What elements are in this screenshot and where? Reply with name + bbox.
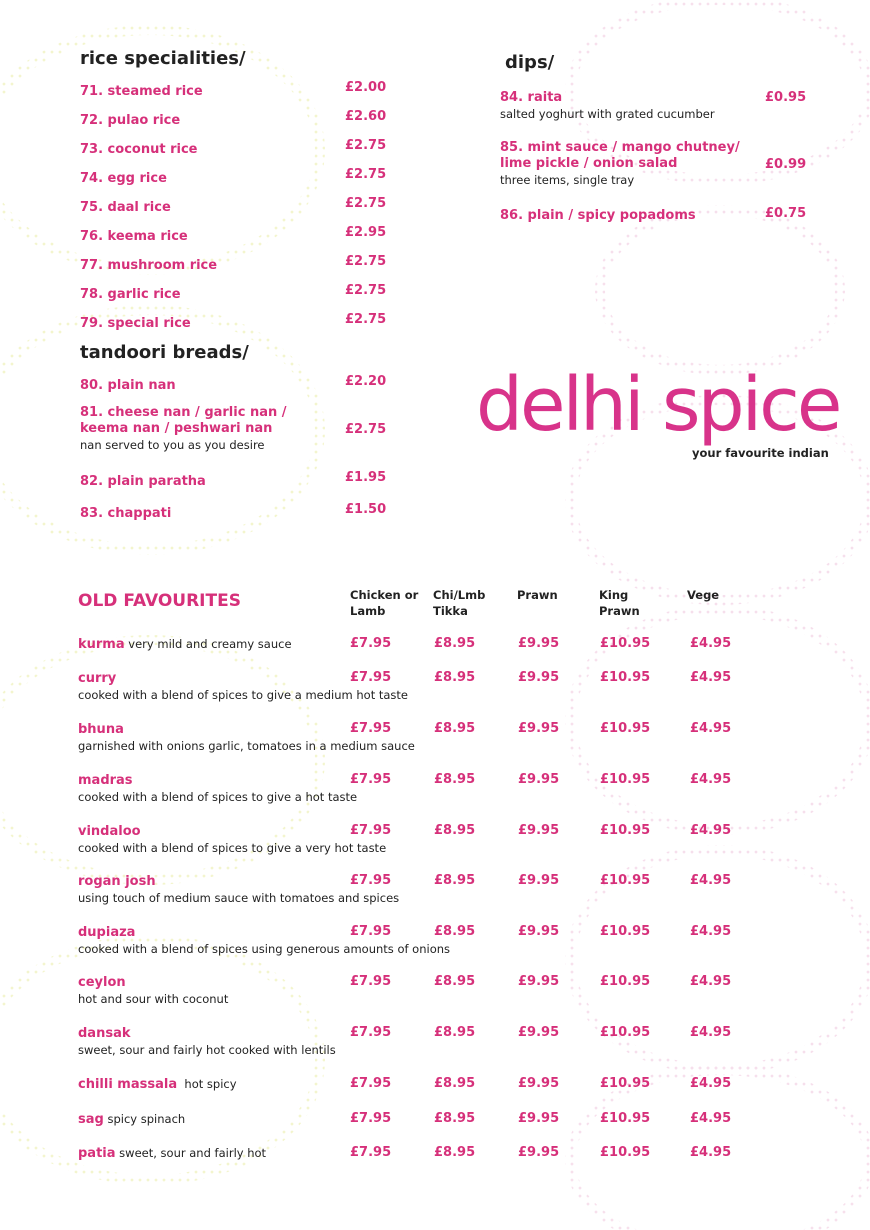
dish-name: dansak	[78, 1026, 131, 1041]
dish-price: £10.95	[600, 721, 651, 736]
dish-price: £9.95	[518, 721, 560, 736]
dish-price: £9.95	[518, 1025, 560, 1040]
dish-price: £8.95	[434, 974, 476, 989]
dish-price: £4.95	[690, 1025, 732, 1040]
column-header-line: King	[599, 588, 629, 602]
dish-price: £7.95	[350, 670, 392, 685]
item-name: 74. egg rice	[80, 171, 167, 186]
dish-price: £8.95	[434, 636, 476, 651]
dish-price: £8.95	[434, 924, 476, 939]
dish-price: £7.95	[350, 1076, 392, 1091]
item-price: £2.75	[345, 196, 387, 211]
column-header-line: Tikka	[433, 604, 468, 618]
dish-price: £7.95	[350, 772, 392, 787]
dish-inline-description: spicy spinach	[103, 1112, 186, 1126]
dish-price: £4.95	[690, 670, 732, 685]
dish-price: £8.95	[434, 772, 476, 787]
favourite-row	[78, 771, 357, 805]
favourite-row-title-line	[78, 771, 357, 789]
dish-price: £4.95	[690, 924, 732, 939]
dish-inline-description: hot spicy	[177, 1077, 237, 1091]
dish-price: £10.95	[600, 823, 651, 838]
dish-description: using touch of medium sauce with tomatoes and spices	[78, 891, 400, 905]
item-price: £2.20	[345, 374, 387, 389]
favourite-row	[78, 923, 450, 957]
item-price: £2.00	[345, 80, 387, 95]
dish-price: £8.95	[434, 1076, 476, 1091]
item-price: £2.75	[345, 312, 387, 327]
rice-section-title: rice specialities/	[80, 48, 246, 69]
dish-description: cooked with a blend of spices to give a medium hot taste	[78, 688, 408, 702]
favourite-row-title-line	[78, 1024, 336, 1042]
column-header-line: Prawn	[599, 604, 640, 618]
favourite-row	[78, 1075, 237, 1093]
item-price: £2.75	[345, 167, 387, 182]
restaurant-logo: delhi spice	[476, 362, 840, 448]
dish-price: £8.95	[434, 670, 476, 685]
dish-price: £8.95	[434, 1145, 476, 1160]
item-price: £0.95	[765, 90, 807, 105]
dish-inline-description: sweet, sour and fairly hot	[115, 1146, 267, 1160]
column-header-line: Chicken or	[350, 588, 419, 602]
item-description: nan served to you as you desire	[80, 438, 265, 452]
dish-price: £7.95	[350, 974, 392, 989]
favourite-row-title-line	[78, 923, 450, 941]
dish-price: £7.95	[350, 873, 392, 888]
dish-name: chilli massala	[78, 1077, 178, 1092]
dish-description: hot and sour with coconut	[78, 992, 229, 1006]
favourite-row	[78, 973, 228, 1007]
dish-price: £7.95	[350, 1025, 392, 1040]
dish-price: £9.95	[518, 924, 560, 939]
dish-price: £9.95	[518, 1145, 560, 1160]
item-name: 72. pulao rice	[80, 113, 181, 128]
dish-price: £10.95	[600, 1076, 651, 1091]
dish-price: £9.95	[518, 974, 560, 989]
dish-name: vindaloo	[78, 824, 141, 839]
item-name: 79. special rice	[80, 316, 191, 331]
dish-price: £10.95	[600, 1025, 651, 1040]
dish-price: £8.95	[434, 721, 476, 736]
item-price: £1.95	[345, 470, 387, 485]
column-header-line: Chi/Lmb	[433, 588, 486, 602]
favourite-row-title-line	[78, 635, 292, 653]
dish-inline-description: very mild and creamy sauce	[124, 637, 292, 651]
column-header-line: Prawn	[517, 588, 558, 602]
dish-name: madras	[78, 773, 133, 788]
dish-price: £10.95	[600, 670, 651, 685]
dish-price: £10.95	[600, 1145, 651, 1160]
favourite-row-title-line	[78, 822, 386, 840]
dish-price: £10.95	[600, 772, 651, 787]
dish-price: £8.95	[434, 823, 476, 838]
item-name: 73. coconut rice	[80, 142, 198, 157]
dish-name: curry	[78, 671, 117, 686]
dish-price: £4.95	[690, 974, 732, 989]
item-price: £1.50	[345, 502, 387, 517]
item-name: 84. raita	[500, 90, 563, 105]
item-name: 76. keema rice	[80, 229, 188, 244]
dish-name: sag	[78, 1112, 104, 1127]
breads-section-title: tandoori breads/	[80, 342, 249, 363]
item-price: £2.60	[345, 109, 387, 124]
item-name: 83. chappati	[80, 506, 172, 521]
item-price: £0.75	[765, 206, 807, 221]
dish-name: patia	[78, 1146, 116, 1161]
dish-price: £4.95	[690, 873, 732, 888]
dish-description: cooked with a blend of spices to give a hot taste	[78, 790, 358, 804]
item-name: 71. steamed rice	[80, 84, 203, 99]
item-price: £2.75	[345, 283, 387, 298]
dish-name: rogan josh	[78, 874, 156, 889]
item-name-line2: keema nan / peshwari nan	[80, 421, 273, 436]
item-price: £2.75	[345, 422, 387, 437]
dish-description: cooked with a blend of spices to give a very hot taste	[78, 841, 387, 855]
favourites-section-title: OLD FAVOURITES	[78, 591, 241, 611]
item-price: £2.95	[345, 225, 387, 240]
dish-price: £4.95	[690, 1145, 732, 1160]
dish-name: dupiaza	[78, 925, 136, 940]
dish-price: £10.95	[600, 1111, 651, 1126]
item-name: 80. plain nan	[80, 378, 176, 393]
dish-name: ceylon	[78, 975, 126, 990]
favourite-row-title-line	[78, 1075, 237, 1093]
dish-price: £4.95	[690, 636, 732, 651]
item-price: £2.75	[345, 254, 387, 269]
dish-price: £7.95	[350, 636, 392, 651]
column-header-line: Vege	[687, 588, 720, 602]
dish-price: £10.95	[600, 873, 651, 888]
dish-description: garnished with onions garlic, tomatoes in a medium sauce	[78, 739, 415, 753]
dish-price: £7.95	[350, 823, 392, 838]
dish-price: £4.95	[690, 721, 732, 736]
favourite-row	[78, 635, 292, 653]
item-name: 75. daal rice	[80, 200, 171, 215]
item-price: £2.75	[345, 138, 387, 153]
item-name: 77. mushroom rice	[80, 258, 218, 273]
dish-name: bhuna	[78, 722, 124, 737]
dish-price: £10.95	[600, 974, 651, 989]
favourite-row-title-line	[78, 1144, 266, 1162]
dish-price: £7.95	[350, 924, 392, 939]
dish-price: £7.95	[350, 721, 392, 736]
dish-price: £10.95	[600, 636, 651, 651]
dish-price: £9.95	[518, 1111, 560, 1126]
item-description: salted yoghurt with grated cucumber	[500, 107, 715, 121]
column-header-line: Lamb	[350, 604, 386, 618]
item-price: £0.99	[765, 157, 807, 172]
dish-price: £8.95	[434, 1111, 476, 1126]
dish-price: £9.95	[518, 873, 560, 888]
dish-price: £9.95	[518, 1076, 560, 1091]
dish-price: £8.95	[434, 1025, 476, 1040]
dish-price: £10.95	[600, 924, 651, 939]
dish-price: £9.95	[518, 823, 560, 838]
dips-section-title: dips/	[505, 52, 555, 73]
dish-price: £4.95	[690, 772, 732, 787]
favourite-row	[78, 1144, 266, 1162]
item-name: 85. mint sauce / mango chutney/	[500, 140, 740, 155]
dish-price: £7.95	[350, 1145, 392, 1160]
item-name: 86. plain / spicy popadoms	[500, 208, 696, 223]
dish-name: kurma	[78, 637, 125, 652]
dish-price: £4.95	[690, 1076, 732, 1091]
dish-price: £9.95	[518, 772, 560, 787]
favourite-row-title-line	[78, 1110, 185, 1128]
favourite-row	[78, 1110, 185, 1128]
item-name: 78. garlic rice	[80, 287, 181, 302]
dish-price: £9.95	[518, 636, 560, 651]
dish-price: £4.95	[690, 823, 732, 838]
item-description: three items, single tray	[500, 173, 635, 187]
favourite-row	[78, 822, 386, 856]
item-name: 81. cheese nan / garlic nan /	[80, 405, 287, 420]
dish-price: £9.95	[518, 670, 560, 685]
logo-tagline: your favourite indian	[692, 446, 829, 460]
dish-price: £7.95	[350, 1111, 392, 1126]
dish-description: sweet, sour and fairly hot cooked with lentils	[78, 1043, 336, 1057]
favourite-row	[78, 1024, 336, 1058]
favourite-row-title-line	[78, 973, 228, 991]
item-name: 82. plain paratha	[80, 474, 206, 489]
item-name-line2: lime pickle / onion salad	[500, 156, 678, 171]
dish-description: cooked with a blend of spices using generous amounts of onions	[78, 942, 451, 956]
dish-price: £4.95	[690, 1111, 732, 1126]
dish-price: £8.95	[434, 873, 476, 888]
